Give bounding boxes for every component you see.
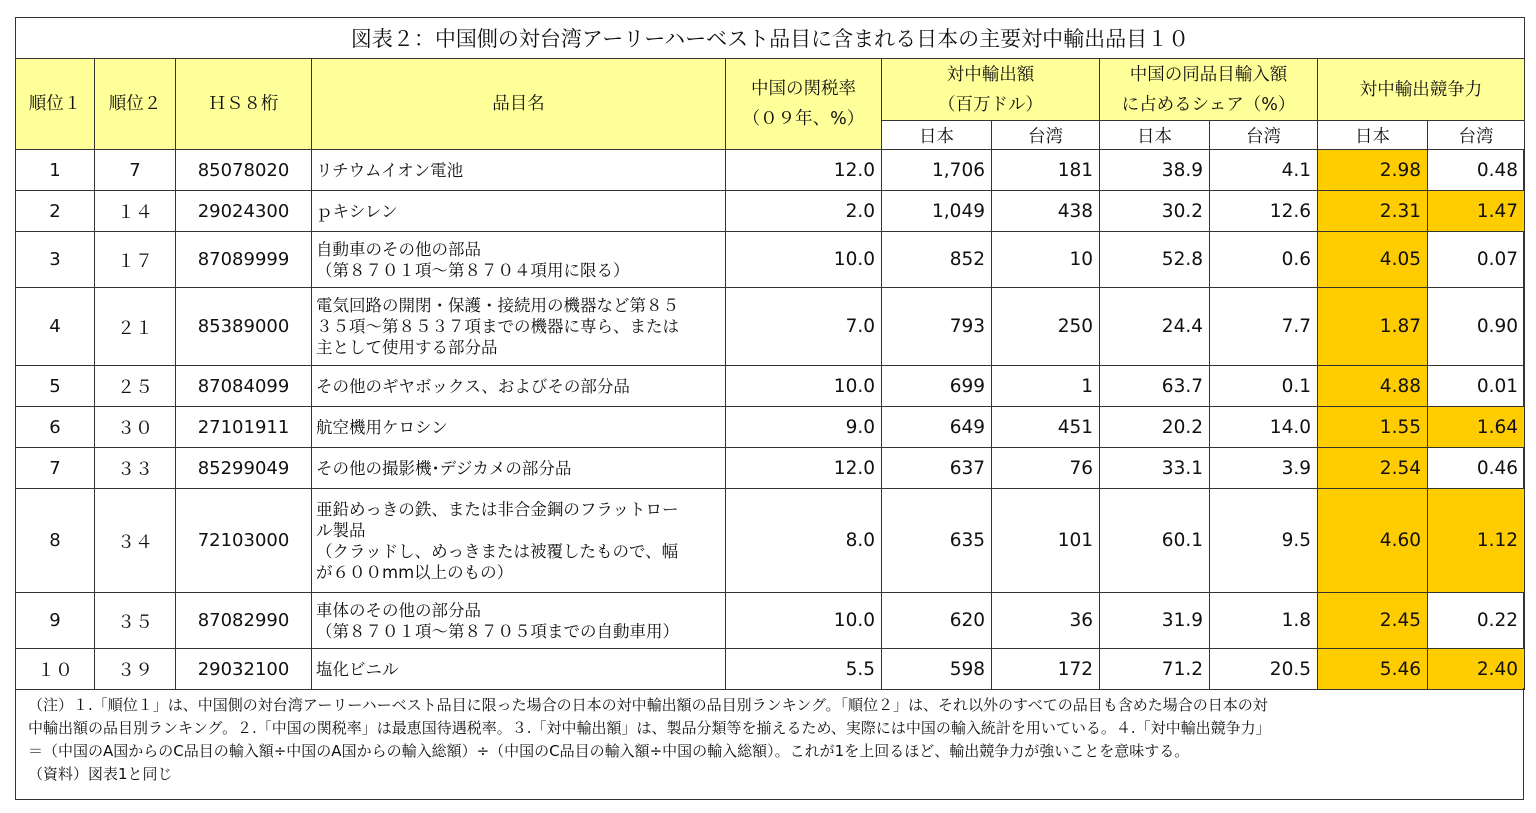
comp-taiwan-cell: 0.01 bbox=[1428, 366, 1525, 407]
comp-taiwan-cell: 1.12 bbox=[1428, 489, 1525, 593]
rank1-cell: 5 bbox=[16, 366, 95, 407]
rank1-cell: 2 bbox=[16, 191, 95, 232]
subheader-comp-taiwan: 台湾 bbox=[1428, 121, 1525, 150]
rank2-cell: １４ bbox=[95, 191, 176, 232]
rank2-cell: ３３ bbox=[95, 448, 176, 489]
table-row bbox=[16, 489, 1525, 593]
share-japan-cell: 20.2 bbox=[1100, 407, 1210, 448]
comp-taiwan-cell: 0.07 bbox=[1428, 232, 1525, 288]
item-name-cell bbox=[312, 489, 726, 593]
item-name-line: 電気回路の開閉・保護・接続用の機器など第８５ bbox=[316, 296, 679, 315]
hs-code-cell: 85389000 bbox=[176, 288, 312, 366]
rank2-cell: ３５ bbox=[95, 593, 176, 649]
rank2-cell: ３４ bbox=[95, 489, 176, 593]
item-name-line: 自動車のその他の部品 bbox=[316, 239, 481, 259]
tariff-cell: 9.0 bbox=[726, 407, 882, 448]
export-taiwan-cell: 1 bbox=[992, 366, 1100, 407]
table-row bbox=[16, 448, 1525, 489]
hs-code-cell: 87089999 bbox=[176, 232, 312, 288]
comp-japan-cell: 1.55 bbox=[1318, 407, 1428, 448]
share-taiwan-cell: 9.5 bbox=[1210, 489, 1318, 593]
header-tariff bbox=[726, 59, 882, 150]
rank2-cell: ２１ bbox=[95, 288, 176, 366]
item-name-line: 主として使用する部分品 bbox=[316, 338, 498, 357]
item-name-line: （第８７０１項～第８７０５項までの自動車用） bbox=[316, 621, 679, 641]
export-taiwan-cell: 10 bbox=[992, 232, 1100, 288]
share-japan-cell: 52.8 bbox=[1100, 232, 1210, 288]
export-japan-cell: 852 bbox=[882, 232, 992, 288]
item-name-cell bbox=[312, 448, 726, 489]
header-export-line1: 対中輸出額 bbox=[946, 64, 1035, 85]
share-taiwan-cell: 3.9 bbox=[1210, 448, 1318, 489]
share-taiwan-cell: 1.8 bbox=[1210, 593, 1318, 649]
item-name-line: ３５項～第８５３７項までの機器に専ら、または bbox=[316, 317, 679, 336]
item-name-cell bbox=[312, 649, 726, 690]
hs-code-cell: 29032100 bbox=[176, 649, 312, 690]
table-row bbox=[16, 191, 1525, 232]
comp-taiwan-cell: 1.47 bbox=[1428, 191, 1525, 232]
export-taiwan-cell: 451 bbox=[992, 407, 1100, 448]
item-name-cell bbox=[312, 593, 726, 649]
table-row bbox=[16, 593, 1525, 649]
share-japan-cell: 60.1 bbox=[1100, 489, 1210, 593]
note-line: （注）１.「順位１」は、中国側の対台湾アーリーハーベスト品目に限った場合の日本の対中輸出額の品目別ランキング。「順位２」は、それ以外のすべての品目も含めた場合の日本の対 bbox=[28, 696, 1268, 714]
share-taiwan-cell: 0.6 bbox=[1210, 232, 1318, 288]
table-row bbox=[16, 407, 1525, 448]
comp-japan-cell: 2.54 bbox=[1318, 448, 1428, 489]
item-name-line: が６００mm以上のもの） bbox=[316, 562, 514, 582]
comp-taiwan-cell: 2.40 bbox=[1428, 649, 1525, 690]
share-taiwan-cell: 7.7 bbox=[1210, 288, 1318, 366]
header-rank1: 順位１ bbox=[16, 59, 95, 150]
comp-japan-cell: 2.98 bbox=[1318, 150, 1428, 191]
header-tariff-line2: （０９年、%） bbox=[742, 109, 865, 129]
item-name-line: 亜鉛めっきの鉄、または非合金鋼のフラットロー bbox=[316, 499, 679, 519]
comp-taiwan-cell: 0.48 bbox=[1428, 150, 1525, 191]
export-japan-cell: 1,706 bbox=[882, 150, 992, 191]
share-japan-cell: 31.9 bbox=[1100, 593, 1210, 649]
header-export-line2: （百万ドル） bbox=[938, 94, 1043, 115]
hs-code-cell: 85299049 bbox=[176, 448, 312, 489]
item-name-cell bbox=[312, 366, 726, 407]
rank2-cell: 7 bbox=[95, 150, 176, 191]
export-taiwan-cell: 250 bbox=[992, 288, 1100, 366]
comp-japan-cell: 4.88 bbox=[1318, 366, 1428, 407]
export-taiwan-cell: 76 bbox=[992, 448, 1100, 489]
item-name-cell bbox=[312, 288, 726, 366]
header-hs-code: ＨＳ８桁 bbox=[176, 59, 312, 150]
rank2-cell: ２５ bbox=[95, 366, 176, 407]
comp-japan-cell: 2.45 bbox=[1318, 593, 1428, 649]
share-taiwan-cell: 0.1 bbox=[1210, 366, 1318, 407]
table-row bbox=[16, 150, 1525, 191]
item-name-line: 航空機用ケロシン bbox=[316, 417, 448, 437]
tariff-cell: 5.5 bbox=[726, 649, 882, 690]
share-taiwan-cell: 20.5 bbox=[1210, 649, 1318, 690]
table-row bbox=[16, 288, 1525, 366]
rank1-cell: 7 bbox=[16, 448, 95, 489]
rank1-cell: 4 bbox=[16, 288, 95, 366]
table-row bbox=[16, 649, 1525, 690]
rank2-cell: ３９ bbox=[95, 649, 176, 690]
share-japan-cell: 71.2 bbox=[1100, 649, 1210, 690]
item-name-line: その他の撮影機･デジカメの部分品 bbox=[316, 458, 572, 478]
tariff-cell: 2.0 bbox=[726, 191, 882, 232]
tariff-cell: 12.0 bbox=[726, 448, 882, 489]
export-japan-cell: 637 bbox=[882, 448, 992, 489]
note-line: 中輸出額の品目別ランキング。２.「中国の関税率」は最恵国待遇税率。３.「対中輸出額」は、製品分類等を揃えるため、実際には中国の輸入統計を用いている。４.「対中輸出競争力」 bbox=[28, 719, 1271, 737]
tariff-cell: 7.0 bbox=[726, 288, 882, 366]
hs-code-cell: 29024300 bbox=[176, 191, 312, 232]
header-tariff-line1: 中国の関税率 bbox=[751, 79, 856, 99]
item-name-cell bbox=[312, 232, 726, 288]
comp-japan-cell: 1.87 bbox=[1318, 288, 1428, 366]
rank2-cell: １７ bbox=[95, 232, 176, 288]
subheader-export-japan: 日本 bbox=[882, 121, 992, 150]
item-name-line: その他のギヤボックス、およびその部分品 bbox=[316, 376, 630, 396]
subheader-export-taiwan: 台湾 bbox=[992, 121, 1100, 150]
comp-japan-cell: 4.05 bbox=[1318, 232, 1428, 288]
rank1-cell: １０ bbox=[16, 649, 95, 690]
share-japan-cell: 24.4 bbox=[1100, 288, 1210, 366]
export-japan-cell: 1,049 bbox=[882, 191, 992, 232]
comp-japan-cell: 2.31 bbox=[1318, 191, 1428, 232]
tariff-cell: 10.0 bbox=[726, 232, 882, 288]
comp-taiwan-cell: 0.22 bbox=[1428, 593, 1525, 649]
header-item-name: 品目名 bbox=[312, 59, 726, 150]
subheader-share-taiwan: 台湾 bbox=[1210, 121, 1318, 150]
hs-code-cell: 72103000 bbox=[176, 489, 312, 593]
tariff-cell: 8.0 bbox=[726, 489, 882, 593]
share-japan-cell: 30.2 bbox=[1100, 191, 1210, 232]
item-name-line: 車体のその他の部分品 bbox=[316, 600, 481, 620]
item-name-line: （クラッドし、めっきまたは被覆したもので、幅 bbox=[316, 541, 679, 561]
comp-taiwan-cell: 0.90 bbox=[1428, 288, 1525, 366]
export-taiwan-cell: 36 bbox=[992, 593, 1100, 649]
header-share-line1: 中国の同品目輸入額 bbox=[1129, 64, 1288, 85]
hs-code-cell: 87084099 bbox=[176, 366, 312, 407]
hs-code-cell: 85078020 bbox=[176, 150, 312, 191]
header-competitiveness: 対中輸出競争力 bbox=[1318, 59, 1525, 121]
item-name-cell bbox=[312, 407, 726, 448]
share-japan-cell: 63.7 bbox=[1100, 366, 1210, 407]
table-row bbox=[16, 232, 1525, 288]
share-japan-cell: 38.9 bbox=[1100, 150, 1210, 191]
header-import-share bbox=[1100, 59, 1318, 121]
table-body bbox=[16, 150, 1525, 690]
tariff-cell: 10.0 bbox=[726, 366, 882, 407]
rank1-cell: 8 bbox=[16, 489, 95, 593]
source-line: （資料）図表1と同じ bbox=[28, 765, 173, 783]
item-name-line: ル製品 bbox=[316, 520, 366, 540]
table-title: 図表２：中国側の対台湾アーリーハーベスト品目に含まれる日本の主要対中輸出品目１０ bbox=[16, 18, 1525, 59]
comp-japan-cell: 5.46 bbox=[1318, 649, 1428, 690]
share-taiwan-cell: 12.6 bbox=[1210, 191, 1318, 232]
rank2-cell: ３０ bbox=[95, 407, 176, 448]
item-name-line: （第８７０１項～第８７０４項用に限る） bbox=[316, 260, 630, 280]
share-japan-cell: 33.1 bbox=[1100, 448, 1210, 489]
header-share-line2: に占めるシェア（%） bbox=[1121, 94, 1296, 115]
item-name-cell bbox=[312, 191, 726, 232]
share-taiwan-cell: 14.0 bbox=[1210, 407, 1318, 448]
hs-code-cell: 87082990 bbox=[176, 593, 312, 649]
item-name-line: 塩化ビニル bbox=[316, 659, 399, 679]
rank1-cell: 1 bbox=[16, 150, 95, 191]
export-taiwan-cell: 181 bbox=[992, 150, 1100, 191]
note-line: ＝（中国のA国からのC品目の輸入額÷中国のA国からの輸入総額）÷（中国のC品目の輸入額÷中国の輸入総額）。これが1を上回るほど、輸出競争力が強いことを意味する。 bbox=[28, 742, 1190, 760]
item-name-line: ｐキシレン bbox=[316, 201, 398, 221]
export-japan-cell: 635 bbox=[882, 489, 992, 593]
comp-taiwan-cell: 0.46 bbox=[1428, 448, 1525, 489]
export-japan-cell: 620 bbox=[882, 593, 992, 649]
export-taiwan-cell: 101 bbox=[992, 489, 1100, 593]
header-rank2: 順位２ bbox=[95, 59, 176, 150]
export-japan-cell: 598 bbox=[882, 649, 992, 690]
export-table bbox=[15, 17, 1525, 690]
rank1-cell: 9 bbox=[16, 593, 95, 649]
export-taiwan-cell: 172 bbox=[992, 649, 1100, 690]
comp-japan-cell: 4.60 bbox=[1318, 489, 1428, 593]
export-japan-cell: 649 bbox=[882, 407, 992, 448]
tariff-cell: 12.0 bbox=[726, 150, 882, 191]
share-taiwan-cell: 4.1 bbox=[1210, 150, 1318, 191]
table-row bbox=[16, 366, 1525, 407]
hs-code-cell: 27101911 bbox=[176, 407, 312, 448]
subheader-share-japan: 日本 bbox=[1100, 121, 1210, 150]
comp-taiwan-cell: 1.64 bbox=[1428, 407, 1525, 448]
export-taiwan-cell: 438 bbox=[992, 191, 1100, 232]
item-name-cell bbox=[312, 150, 726, 191]
rank1-cell: 3 bbox=[16, 232, 95, 288]
subheader-comp-japan: 日本 bbox=[1318, 121, 1428, 150]
export-japan-cell: 793 bbox=[882, 288, 992, 366]
export-japan-cell: 699 bbox=[882, 366, 992, 407]
tariff-cell: 10.0 bbox=[726, 593, 882, 649]
notes bbox=[15, 688, 1524, 800]
item-name-line: リチウムイオン電池 bbox=[316, 160, 464, 180]
rank1-cell: 6 bbox=[16, 407, 95, 448]
header-export-amount bbox=[882, 59, 1100, 121]
